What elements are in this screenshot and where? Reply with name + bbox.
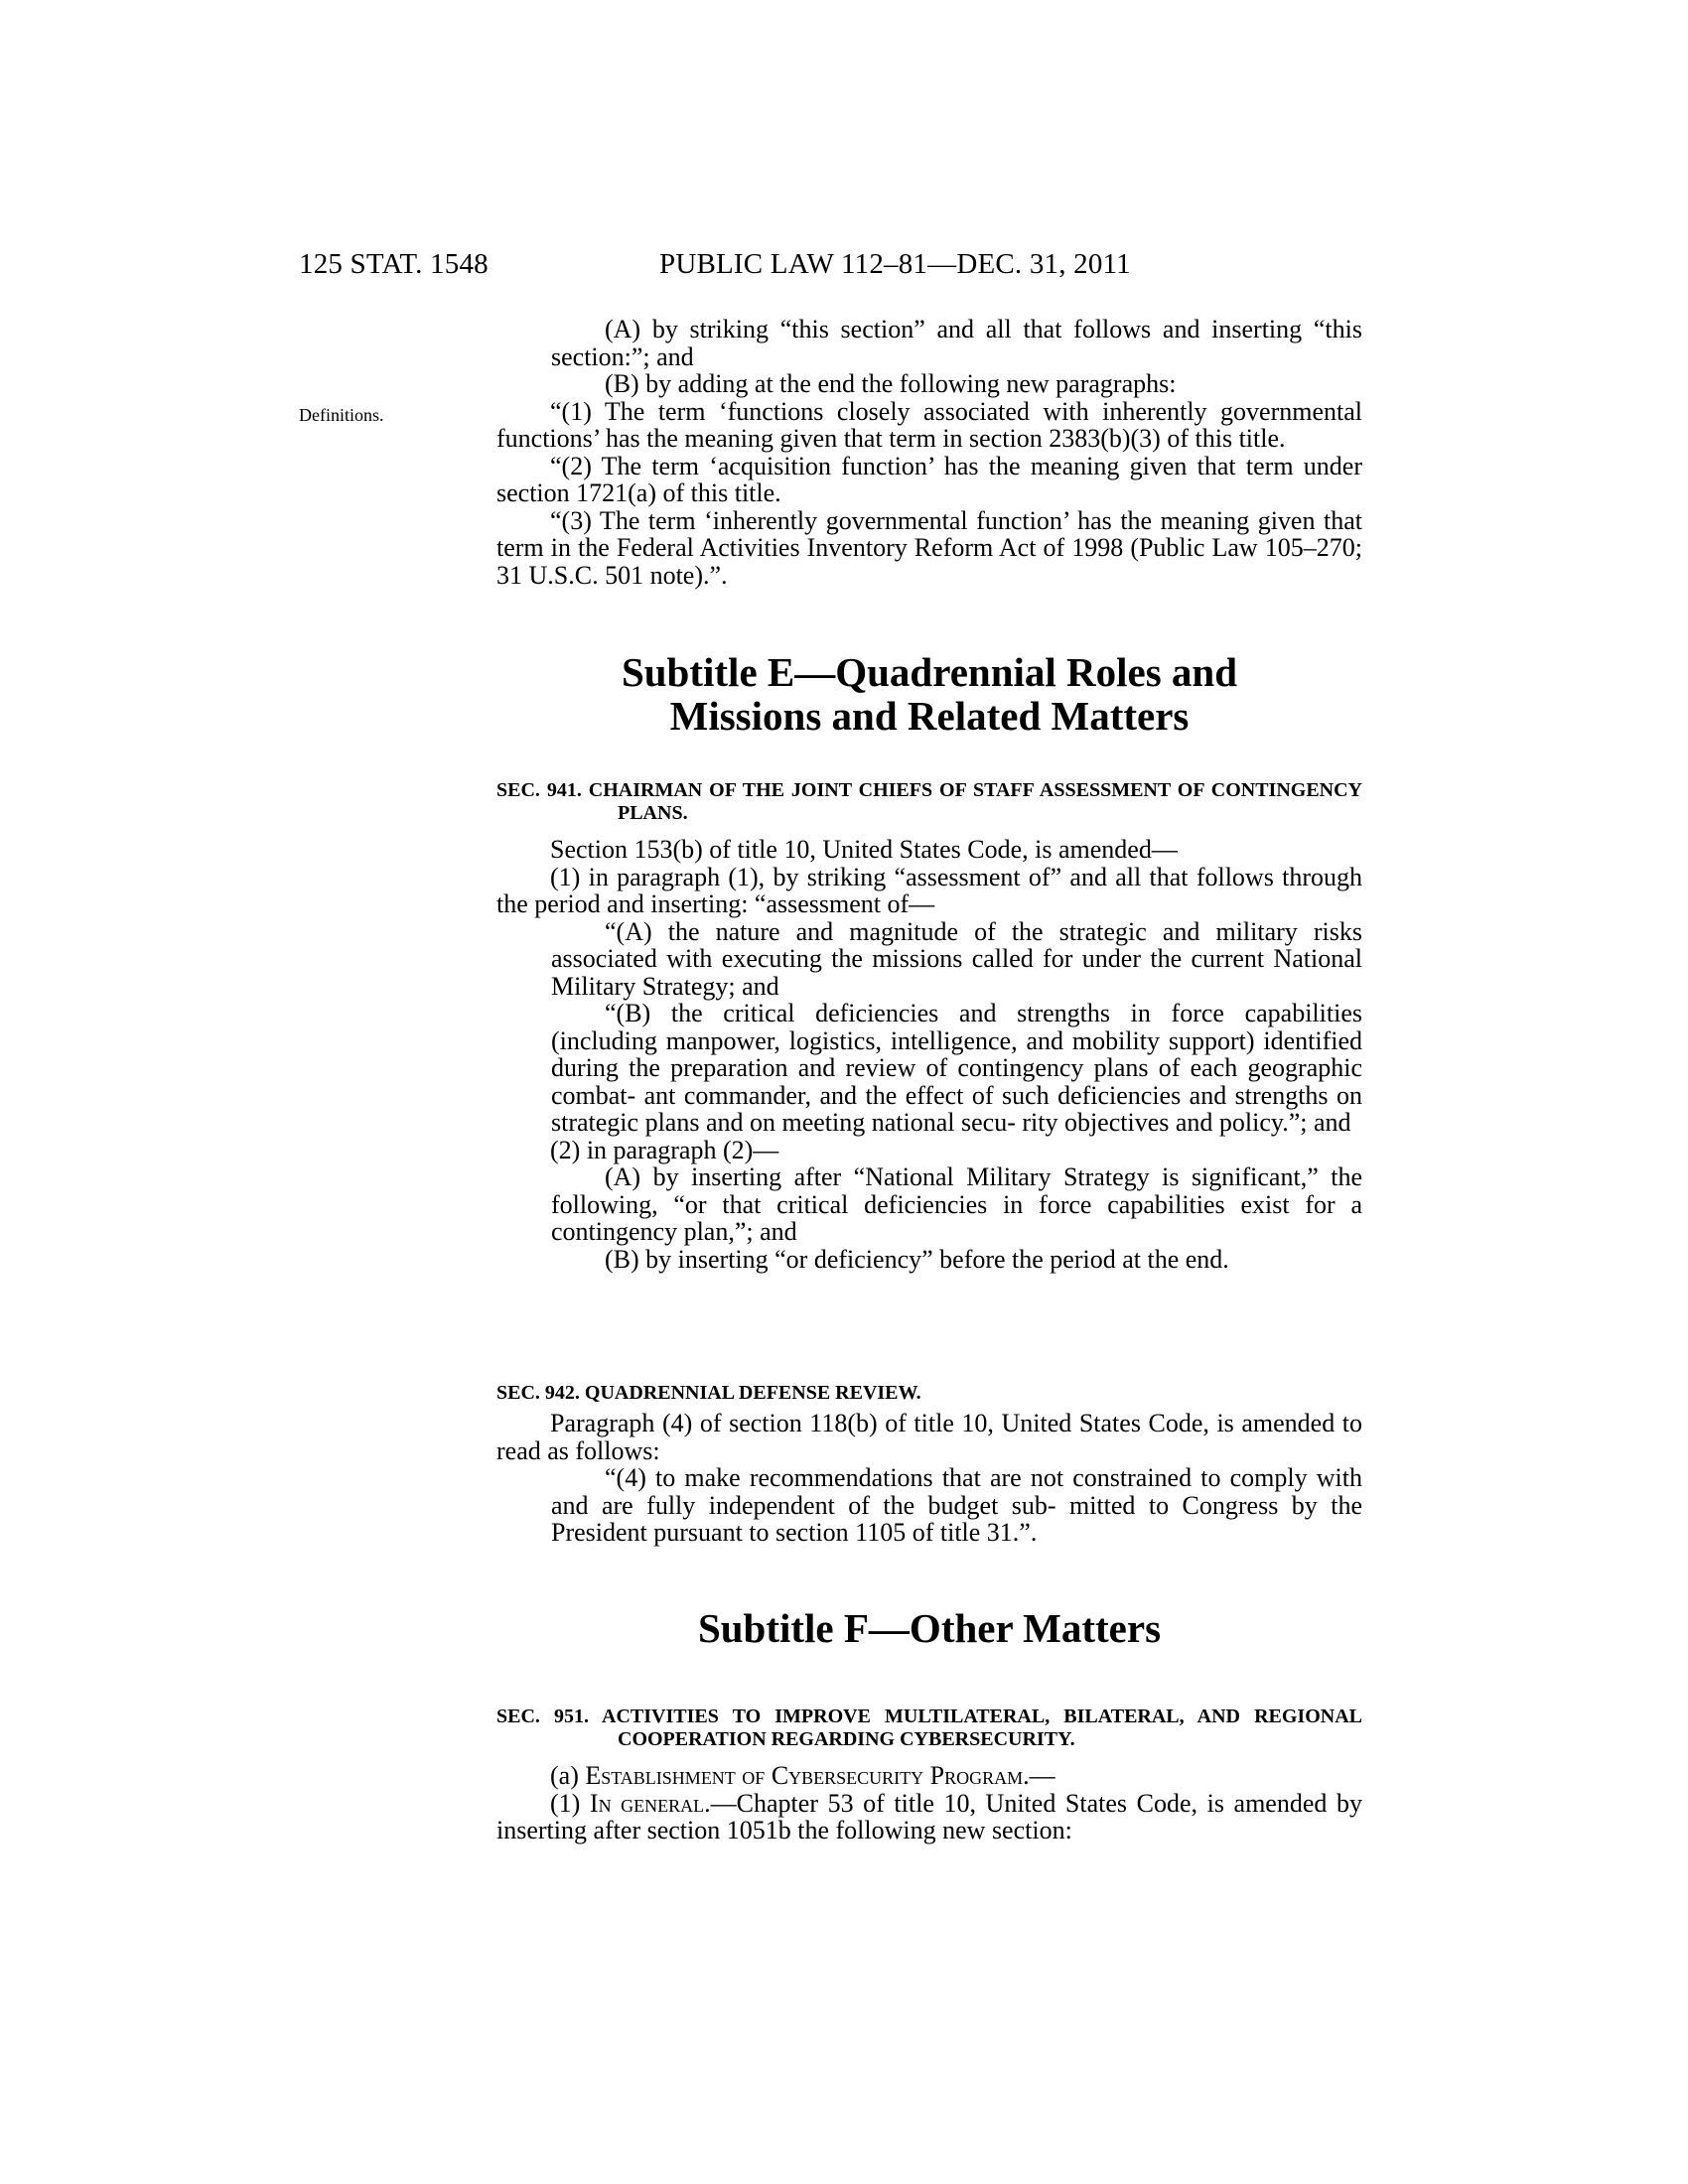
sec-941-body (496, 836, 1362, 1273)
subtitle-e-line2: Missions and Related Matters (669, 693, 1190, 739)
subtitle-e-heading (496, 650, 1362, 738)
paragraph: (A) by striking “this section” and all that follows and inserting “this section:”; and (551, 315, 1362, 371)
paragraph: “(4) to make recommendations that are not constrained to comply with and are fully independent of the budget sub- mitted to Congress by the President pursuant to section 1105 of title 31.”. (551, 1463, 1362, 1547)
paragraph-text: —Chapter 53 of title 10, United States Code, is amended by inserting after section 1051b the following new section: (496, 1788, 1362, 1844)
page-header-title: PUBLIC LAW 112–81—DEC. 31, 2011 (659, 248, 1131, 280)
top-continuation-block (496, 316, 1362, 589)
paragraph: “(A) the nature and magnitude of the strategic and military risks associated with executing the missions called for under the current National Military Strategy; and (551, 916, 1362, 1001)
paragraph: “(3) The term ‘inherently governmental function’ has the meaning given that term in the Federal Activities Inventory Reform Act of 1998 (Public Law 105–270; 31 U.S.C. 501 note).”. (496, 505, 1362, 590)
subsection-heading: Establishment of Cybersecurity Program. (585, 1761, 1030, 1790)
paragraph: “(2) The term ‘acquisition function’ has the meaning given that term under section 1721(a) of this title. (496, 451, 1362, 507)
sec-942-heading: SEC. 942. QUADRENNIAL DEFENSE REVIEW. (496, 1382, 921, 1404)
margin-note-definitions: Definitions. (299, 405, 384, 425)
paragraph-number: (1) (550, 1788, 590, 1818)
subtitle-e-line1: Subtitle E—Quadrennial Roles and (621, 649, 1238, 695)
paragraph-heading: In general. (589, 1788, 711, 1818)
paragraph: (A) by inserting after “National Military Strategy is significant,” the following, “or that critical deficiencies in force capabilities exist for a contingency plan,”; and (551, 1162, 1362, 1246)
sec-941-heading: SEC. 941. CHAIRMAN OF THE JOINT CHIEFS OF STAFF ASSESSMENT OF CONTINGENCY PLANS. (496, 779, 1362, 824)
paragraph: Section 153(b) of title 10, United States Code, is amended— (550, 835, 1178, 864)
sec-951-body (496, 1762, 1362, 1844)
sec-942-body (496, 1410, 1362, 1547)
page-stat-number: 125 STAT. 1548 (299, 248, 489, 280)
paragraph-1 (496, 1790, 1362, 1844)
paragraph: “(B) the critical deficiencies and strengths in force capabilities (including manpower, logistics, intelligence, and mobility support) identified during the preparation and review of contingency plans of each geographic combat- ant commander, and the effect of such deficiencies and strengths on strategic plans and on meeting national secu- rity objectives and policy.”; and (551, 999, 1362, 1137)
paragraph: (2) in paragraph (2)— (550, 1135, 779, 1164)
paragraph: “(1) The term ‘functions closely associated with inherently governmental functions’ has the meaning given that term in section 2383(b)(3) of this title. (496, 396, 1362, 453)
subtitle-f-heading: Subtitle F—Other Matters (697, 1605, 1162, 1651)
paragraph: (1) in paragraph (1), by striking “assessment of” and all that follows through the period and inserting: “assessment of— (496, 862, 1362, 918)
sec-951-heading: SEC. 951. ACTIVITIES TO IMPROVE MULTILATERAL, BILATERAL, AND REGIONAL COOPERATION REGARDING CYBERSECURITY. (496, 1706, 1362, 1750)
subsection-a (496, 1762, 1362, 1790)
em-dash: — (1029, 1761, 1055, 1790)
paragraph: (B) by inserting “or deficiency” before the period at the end. (605, 1244, 1229, 1274)
paragraph: Paragraph (4) of section 118(b) of title 10, United States Code, is amended to read as follows: (496, 1409, 1362, 1465)
subsection-number: (a) (550, 1761, 586, 1790)
paragraph: (B) by adding at the end the following new paragraphs: (605, 369, 1177, 398)
